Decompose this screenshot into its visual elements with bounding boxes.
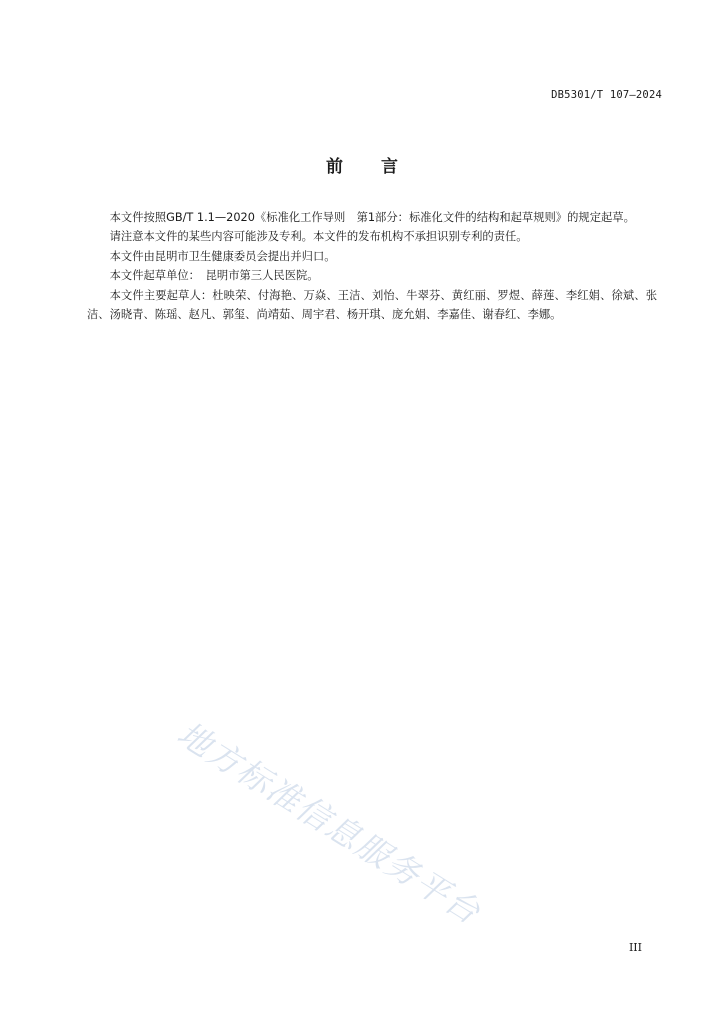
paragraph-patent-notice: 请注意本文件的某些内容可能涉及专利。本文件的发布机构不承担识别专利的责任。 [109, 230, 528, 244]
title-char-1: 前 [326, 157, 343, 177]
section-title [0, 152, 724, 177]
paragraph-drafters: 本文件主要起草人：杜映荣、付海艳、万焱、王洁、刘怡、牛翠芬、黄红丽、罗煜、薛莲、李红娟、徐斌、张洁、汤晓青、陈瑶、赵凡、郭玺、尚靖茹、周宇君、杨开琪、庞允娟、李嘉佳、谢春红、李娜。 [87, 288, 657, 322]
document-code: DB5301/T 107—2024 [551, 89, 662, 101]
paragraph-standard-basis: 本文件按照GB/T 1.1—2020《标准化工作导则 第1部分：标准化文件的结构和起草规则》的规定起草。 [109, 211, 635, 224]
paragraph-drafting-unit: 本文件起草单位： 昆明市第三人民医院。 [109, 269, 319, 283]
foreword-body [87, 208, 657, 324]
title-char-2: 言 [381, 157, 398, 177]
page-number: III [628, 941, 642, 954]
watermark: 地方标准信息服务平台 [170, 713, 489, 933]
paragraph-proposer: 本文件由昆明市卫生健康委员会提出并归口。 [109, 249, 336, 263]
